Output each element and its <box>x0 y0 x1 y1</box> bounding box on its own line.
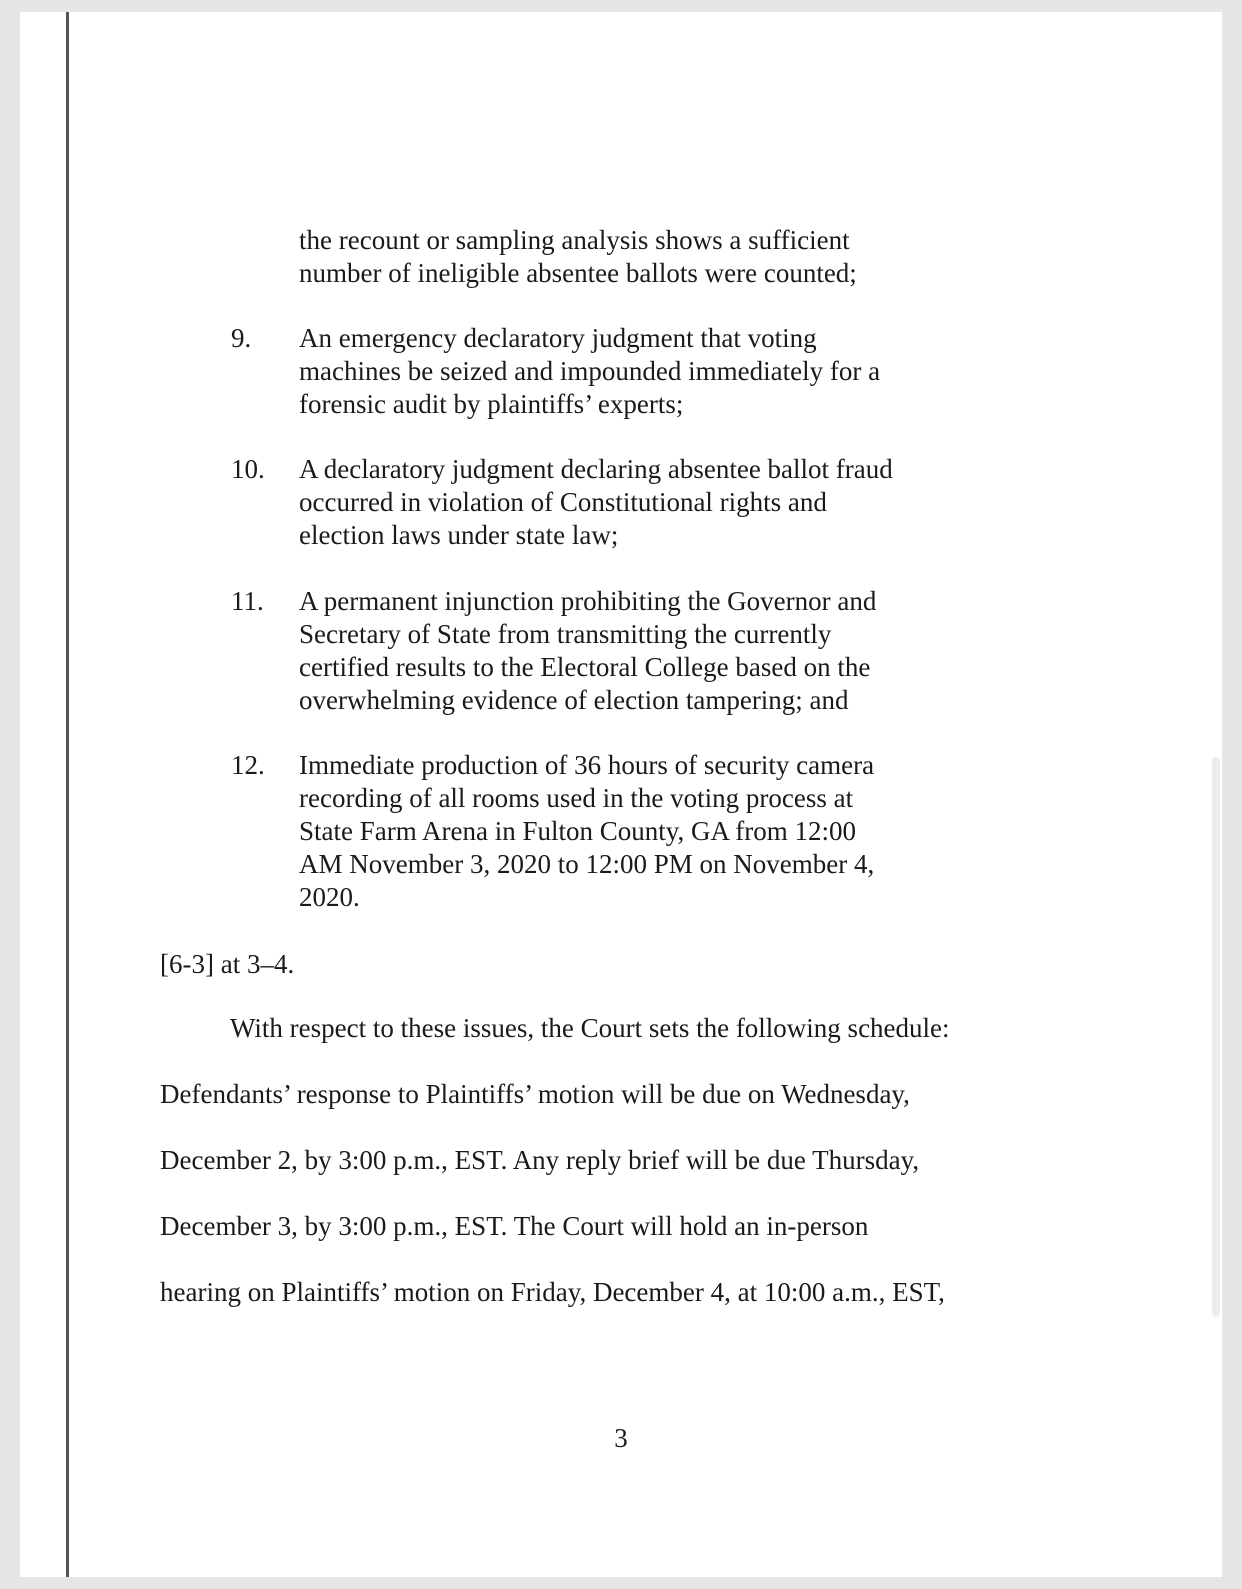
item-12-line: 2020. <box>299 882 360 912</box>
item-11-line: certified results to the Electoral College based on the <box>299 652 871 682</box>
document-page <box>20 12 1222 1577</box>
item-10-line: occurred in violation of Constitutional rights and <box>299 487 827 517</box>
item-number-11: 11. <box>231 586 264 616</box>
page-number: 3 <box>614 1423 628 1453</box>
item-number-9: 9. <box>231 323 252 353</box>
body-line: With respect to these issues, the Court sets the following schedule: <box>230 1013 950 1043</box>
body-line: December 2, by 3:00 p.m., EST. Any reply brief will be due Thursday, <box>160 1145 920 1175</box>
continuation-line: the recount or sampling analysis shows a sufficient <box>299 225 850 255</box>
item-number-12: 12. <box>231 750 265 780</box>
item-12-line: Immediate production of 36 hours of security camera <box>299 750 875 780</box>
item-11-line: Secretary of State from transmitting the currently <box>299 619 832 649</box>
item-12-line: AM November 3, 2020 to 12:00 PM on November 4, <box>299 849 875 879</box>
body-line: Defendants’ response to Plaintiffs’ motion will be due on Wednesday, <box>160 1079 910 1109</box>
scrollbar[interactable] <box>1212 757 1220 1317</box>
body-line: hearing on Plaintiffs’ motion on Friday, December 4, at 10:00 a.m., EST, <box>160 1277 945 1307</box>
item-9-line: An emergency declaratory judgment that voting <box>299 323 817 353</box>
item-11-line: A permanent injunction prohibiting the Governor and <box>299 586 877 616</box>
item-10-line: election laws under state law; <box>299 520 619 550</box>
body-line: December 3, by 3:00 p.m., EST. The Court will hold an in-person <box>160 1211 869 1241</box>
citation: [6-3] at 3–4. <box>160 949 295 979</box>
item-9-line: machines be seized and impounded immediately for a <box>299 356 881 386</box>
item-10-line: A declaratory judgment declaring absentee ballot fraud <box>299 454 893 484</box>
margin-rule <box>66 12 69 1577</box>
item-12-line: State Farm Arena in Fulton County, GA from 12:00 <box>299 816 856 846</box>
continuation-line: number of ineligible absentee ballots were counted; <box>299 258 857 288</box>
item-11-line: overwhelming evidence of election tampering; and <box>299 685 849 715</box>
item-9-line: forensic audit by plaintiffs’ experts; <box>299 389 684 419</box>
item-number-10: 10. <box>231 454 265 484</box>
item-12-line: recording of all rooms used in the voting process at <box>299 783 854 813</box>
